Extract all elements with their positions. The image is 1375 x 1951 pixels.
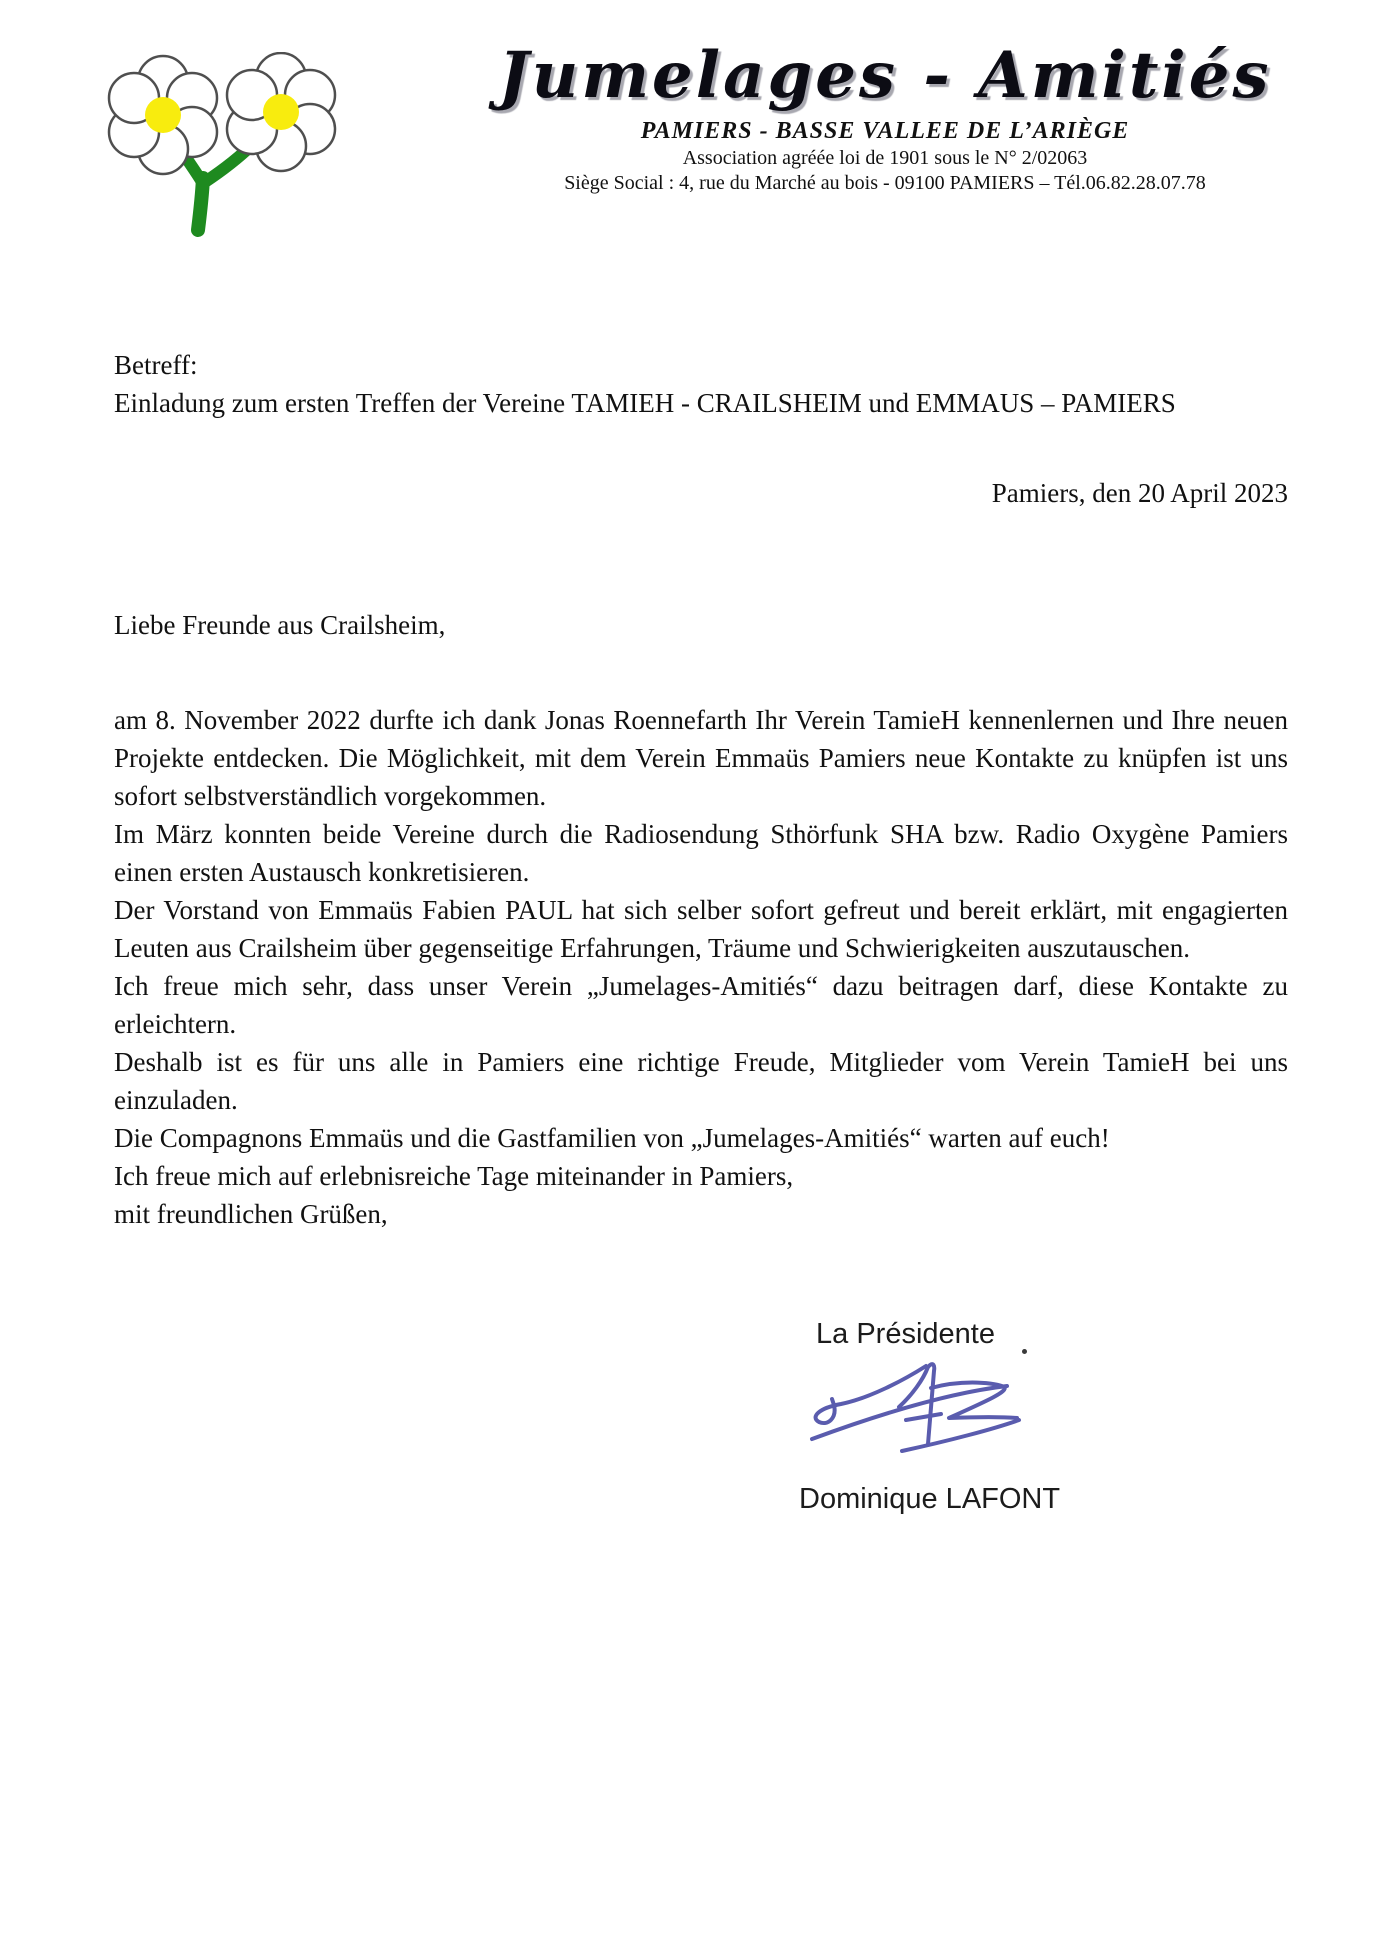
paragraph: Die Compagnons Emmaüs und die Gastfamilien von „Jumelages-Amitiés“ warten auf euch! [114, 1123, 1110, 1153]
association-address-line: Siège Social : 4, rue du Marché au bois - 09100 PAMIERS – Tél.06.82.28.07.78 [564, 172, 1206, 194]
signer-name: Dominique LAFONT [799, 1483, 1061, 1515]
paragraph: Deshalb ist es für uns alle in Pamiers eine richtige Freude, Mitglieder vom Verein TamieH bei uns einzuladen. [114, 1047, 1288, 1115]
subject-label: Betreff: [114, 350, 198, 380]
association-subtitle: PAMIERS - BASSE VALLEE DE L’ARIÈGE [640, 118, 1130, 144]
association-title: Jumelages - Amitiés [498, 38, 1272, 113]
paragraph: mit freundlichen Grüßen, [114, 1199, 388, 1229]
twin-daisies-logo-icon [95, 52, 345, 242]
association-registration-line: Association agréée loi de 1901 sous le N° 2/02063 [682, 147, 1088, 169]
paragraph: Im März konnten beide Vereine durch die Radiosendung Sthörfunk SHA bzw. Radio Oxygène Pamiers einen ersten Austausch konkretisieren. [114, 819, 1288, 887]
subject-line: Einladung zum ersten Treffen der Vereine TAMIEH - CRAILSHEIM und EMMAUS – PAMIERS [114, 388, 1176, 418]
signer-role: La Présidente [816, 1318, 995, 1350]
paragraph: Ich freue mich sehr, dass unser Verein „Jumelages-Amitiés“ dazu beitragen darf, diese Kontakte zu erleichtern. [114, 971, 1288, 1039]
letterhead [420, 38, 1350, 195]
letter-body [114, 701, 1288, 1233]
paragraph: Der Vorstand von Emmaüs Fabien PAUL hat sich selber sofort gefreut und bereit erklärt, mit engagierten Leuten aus Crailsheim über gegenseitige Erfahrungen, Träume und Schwierigkeiten auszutauschen. [114, 895, 1288, 963]
salutation: Liebe Freunde aus Crailsheim, [114, 610, 446, 640]
paragraph: am 8. November 2022 durfte ich dank Jonas Roennefarth Ihr Verein TamieH kennenlernen und Ihre neuen Projekte entdecken. Die Möglichkeit, mit dem Verein Emmaüs Pamiers neue Kontakte zu knüpfen ist uns sofort selbstverständlich vorgekommen. [114, 705, 1288, 811]
dateline: Pamiers, den 20 April 2023 [991, 478, 1288, 508]
handwritten-signature [788, 1340, 1058, 1470]
subject-block [114, 346, 1288, 422]
paragraph: Ich freue mich auf erlebnisreiche Tage miteinander in Pamiers, [114, 1161, 794, 1191]
